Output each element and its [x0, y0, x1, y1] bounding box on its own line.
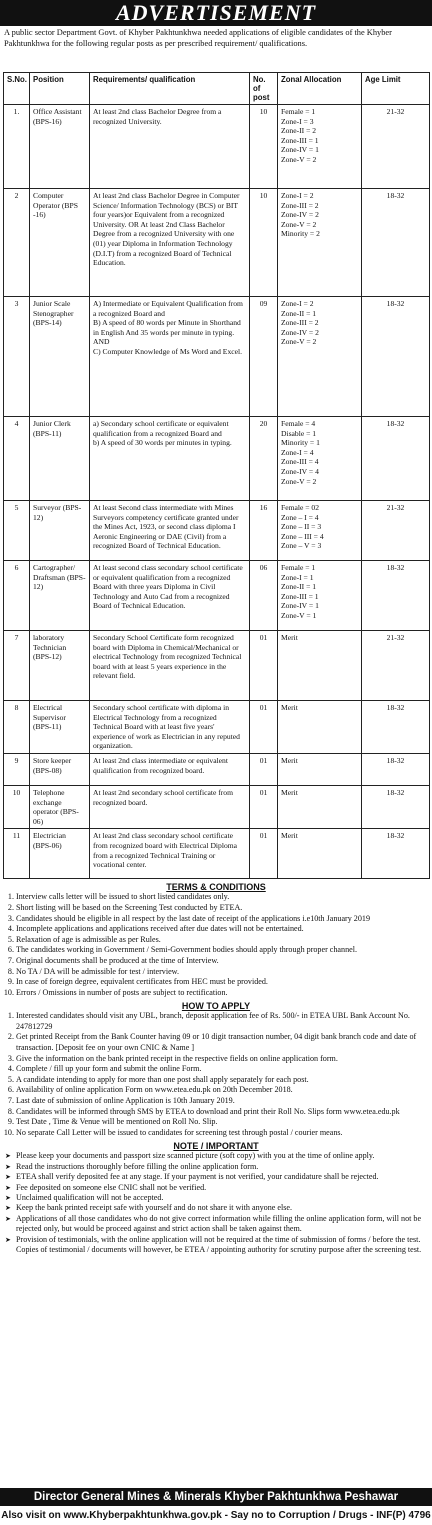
terms-item: 1. Interview calls letter will be issued to short listed candidates only. — [16, 892, 426, 903]
posts-table — [3, 72, 430, 879]
row-no-of-post: 01 — [250, 829, 278, 879]
table-row — [4, 631, 430, 701]
row-zonal-allocation: Merit — [278, 753, 362, 785]
row-requirements: At least second class secondary school certificate or equivalent qualification from a recognized Board with three years Diploma in Civil Technology and Auto Cad from a recognized Board of Technical Education. — [90, 561, 250, 631]
row-age-limit: 18-32 — [362, 189, 430, 297]
terms-item: 7. Original documents shall be produced at the time of Interview. — [16, 956, 426, 967]
how-to-apply-item: 8. Candidates will be informed through SMS by ETEA to download and print their Roll No. Slips form www.etea.edu.pk — [16, 1107, 426, 1118]
row-no-of-post: 20 — [250, 417, 278, 501]
row-age-limit: 18-32 — [362, 701, 430, 754]
how-to-apply-item: 6. Availability of online application Form on www.etea.edu.pk on 20th December 2018. — [16, 1085, 426, 1096]
row-zonal-allocation: Female = 02 Zone – I = 4 Zone – II = 3 Zone – III = 4 Zone – V = 3 — [278, 501, 362, 561]
table-row — [4, 189, 430, 297]
row-no-of-post: 10 — [250, 189, 278, 297]
row-zonal-allocation: Female = 4 Disable = 1 Minority = 1 Zone-I = 4 Zone-III = 4 Zone-IV = 4 Zone-V = 2 — [278, 417, 362, 501]
row-age-limit: 18-32 — [362, 753, 430, 785]
row-zonal-allocation: Zone-I = 2 Zone-II = 1 Zone-III = 2 Zone-IV = 2 Zone-V = 2 — [278, 297, 362, 417]
row-position: Electrical Supervisor (BPS-11) — [30, 701, 90, 754]
row-zonal-allocation: Merit — [278, 631, 362, 701]
note-item: ➤ ETEA shall verify deposited fee at any stage. If your payment is not verified, your candidature shall be rejected. — [16, 1172, 426, 1182]
how-to-apply-item: 1. Interested candidates should visit any UBL, branch, deposit application fee of Rs. 500/- in ETEA UBL Bank Account No. 247812729 — [16, 1011, 426, 1032]
row-age-limit: 21-32 — [362, 631, 430, 701]
table-row — [4, 297, 430, 417]
row-requirements: Secondary school certificate with diploma in Electrical Technology from a recognized Technical Board with at least five years' experience of work as Electrician in any reputed organization. — [90, 701, 250, 754]
terms-item: 10. Errors / Omissions in number of posts are subject to rectification. — [16, 988, 426, 999]
row-requirements: Secondary School Certificate form recognized board with Diploma in Chemical/Mechanical or electrical Technology from recognized Technical board with at least 5 years experience in the relevant field. — [90, 631, 250, 701]
row-position: Junior Clerk (BPS-11) — [30, 417, 90, 501]
terms-list — [0, 892, 432, 998]
how-to-apply-item: 7. Last date of submission of online Application is 10th January 2019. — [16, 1096, 426, 1107]
note-item: ➤ Read the instructions thoroughly before filling the online application form. — [16, 1162, 426, 1172]
row-zonal-allocation: Merit — [278, 785, 362, 828]
row-sno: 11 — [4, 829, 30, 879]
row-zonal-allocation: Merit — [278, 701, 362, 754]
header-zonal-allocation: Zonal Allocation — [278, 73, 362, 105]
table-row — [4, 829, 430, 879]
terms-item: 8. No TA / DA will be admissible for test / interview. — [16, 967, 426, 978]
row-age-limit: 18-32 — [362, 785, 430, 828]
row-requirements: At least 2nd class Bachelor Degree from a recognized University. — [90, 105, 250, 189]
row-age-limit: 21-32 — [362, 105, 430, 189]
table-row — [4, 785, 430, 828]
terms-item: 2. Short listing will be based on the Screening Test conducted by ETEA. — [16, 903, 426, 914]
header-sno: S.No. — [4, 73, 30, 105]
advertisement-banner: ADVERTISEMENT — [0, 0, 432, 26]
footer-website: Also visit on www.Khyberpakhtunkhwa.gov.pk - Say no to Corruption / Drugs - INF(P) 4796 — [1, 1510, 431, 1521]
row-age-limit: 21-32 — [362, 501, 430, 561]
how-to-apply-item: 5. A candidate intending to apply for more than one post shall apply separately for each post. — [16, 1075, 426, 1086]
terms-item: 6. The candidates working in Government / Semi-Government bodies should apply through proper channel. — [16, 945, 426, 956]
row-position: laboratory Technician (BPS-12) — [30, 631, 90, 701]
notes-list — [0, 1151, 432, 1255]
row-no-of-post: 06 — [250, 561, 278, 631]
row-sno: 9 — [4, 753, 30, 785]
row-age-limit: 18-32 — [362, 297, 430, 417]
row-sno: 1. — [4, 105, 30, 189]
row-age-limit: 18-32 — [362, 561, 430, 631]
row-sno: 4 — [4, 417, 30, 501]
table-row — [4, 417, 430, 501]
row-sno: 6 — [4, 561, 30, 631]
row-no-of-post: 09 — [250, 297, 278, 417]
table-row — [4, 701, 430, 754]
note-item: ➤ Provision of testimonials, with the online application will not be required at the time of submission of forms / before the test. Copies of testimonial / documents will however, be ETEA / appointing authority for scrutiny purpose after the screening test. — [16, 1235, 426, 1256]
row-requirements: A) Intermediate or Equivalent Qualification from a recognized Board and B) A speed of 80 words per Minute in Shorthand in English And 35 words per minute in typing. AND C) Computer Knowledge of Ms Word and Excel. — [90, 297, 250, 417]
row-no-of-post: 16 — [250, 501, 278, 561]
terms-heading: TERMS & CONDITIONS — [166, 882, 266, 893]
how-to-apply-item: 4. Complete / fill up your form and submit the online Form. — [16, 1064, 426, 1075]
row-zonal-allocation: Merit — [278, 829, 362, 879]
row-no-of-post: 10 — [250, 105, 278, 189]
row-requirements: a) Secondary school certificate or equivalent qualification from a recognized Board and b) A speed of 30 words per minutes in typing. — [90, 417, 250, 501]
terms-item: 4. Incomplete applications and applications received after due dates will not be entertained. — [16, 924, 426, 935]
how-to-apply-item: 10. No separate Call Letter will be issued to candidates for screening test through postal / courier means. — [16, 1128, 426, 1139]
row-sno: 3 — [4, 297, 30, 417]
header-no-of-post: No. of post — [250, 73, 278, 105]
row-position: Surveyor (BPS-12) — [30, 501, 90, 561]
row-age-limit: 18-32 — [362, 417, 430, 501]
row-zonal-allocation: Female = 1 Zone-I = 3 Zone-II = 2 Zone-III = 1 Zone-IV = 1 Zone-V = 2 — [278, 105, 362, 189]
row-position: Store keeper (BPS-08) — [30, 753, 90, 785]
how-to-apply-item: 9. Test Date , Time & Venue will be mentioned on Roll No. Slip. — [16, 1117, 426, 1128]
note-item: ➤ Keep the bank printed receipt safe with yourself and do not share it with anyone else. — [16, 1203, 426, 1213]
notes-heading: NOTE / IMPORTANT — [173, 1141, 259, 1152]
row-requirements: At least 2nd secondary school certificate from recognized board. — [90, 785, 250, 828]
row-age-limit: 18-32 — [362, 829, 430, 879]
note-item: ➤ Please keep your documents and passport size scanned picture (soft copy) with you at the time of online apply. — [16, 1151, 426, 1161]
row-requirements: At least 2nd class intermediate or equivalent qualification from recognized board. — [90, 753, 250, 785]
row-position: Electrician (BPS-06) — [30, 829, 90, 879]
how-to-apply-item: 2. Get printed Receipt from the Bank Counter having 09 or 10 digit transaction number, 04 digit bank branch code and date of transaction. [Deposit fee on your own CNIC & Name ] — [16, 1032, 426, 1053]
row-sno: 10 — [4, 785, 30, 828]
row-position: Computer Operator (BPS -16) — [30, 189, 90, 297]
header-age-limit: Age Limit — [362, 73, 430, 105]
row-position: Office Assistant (BPS-16) — [30, 105, 90, 189]
row-no-of-post: 01 — [250, 753, 278, 785]
terms-item: 9. In case of foreign degree, equivalent certificates from HEC must be provided. — [16, 977, 426, 988]
row-zonal-allocation: Female = 1 Zone-I = 1 Zone-II = 1 Zone-III = 1 Zone-IV = 1 Zone-V = 1 — [278, 561, 362, 631]
row-sno: 5 — [4, 501, 30, 561]
row-position: Junior Scale Stenographer (BPS-14) — [30, 297, 90, 417]
terms-item: 5. Relaxation of age is admissible as per Rules. — [16, 935, 426, 946]
how-to-apply-heading: HOW TO APPLY — [181, 1001, 251, 1012]
footer-issuer: Director General Mines & Minerals Khyber Pakhtunkhwa Peshawar — [0, 1488, 432, 1506]
header-position: Position — [30, 73, 90, 105]
row-no-of-post: 01 — [250, 701, 278, 754]
table-row — [4, 105, 430, 189]
note-item: ➤ Applications of all those candidates who do not give correct information while filling the online application form, will not be rejected only, but would be proceed against and strict action shall be taken against them. — [16, 1214, 426, 1235]
row-requirements: At least Second class intermediate with Mines Surveyors competency certificate granted under the Mines Act, 1923, or second class diploma I Aeronic Engineering or DAE (Civil) from a recognized Board of Technical Education. — [90, 501, 250, 561]
row-sno: 7 — [4, 631, 30, 701]
row-position: Telephone exchange operator (BPS-06) — [30, 785, 90, 828]
row-no-of-post: 01 — [250, 785, 278, 828]
terms-item: 3. Candidates should be eligible in all respect by the last date of receipt of the applications i.e10th January 2019 — [16, 914, 426, 925]
table-row — [4, 753, 430, 785]
row-sno: 8 — [4, 701, 30, 754]
row-position: Cartographer/ Draftsman (BPS-12) — [30, 561, 90, 631]
table-row — [4, 501, 430, 561]
row-zonal-allocation: Zone-I = 2 Zone-III = 2 Zone-IV = 2 Zone-V = 2 Minority = 2 — [278, 189, 362, 297]
row-requirements: At least 2nd class secondary school certificate from recognized board with Electrical Diploma from a recognized Technical Training or vocational center. — [90, 829, 250, 879]
how-to-apply-item: 3. Give the information on the bank printed receipt in the respective fields on online application form. — [16, 1054, 426, 1065]
note-item: ➤ Unclaimed qualification will not be accepted. — [16, 1193, 426, 1203]
table-header-row — [4, 73, 430, 105]
table-row — [4, 561, 430, 631]
row-sno: 2 — [4, 189, 30, 297]
how-to-apply-list — [0, 1011, 432, 1138]
note-item: ➤ Fee deposited on someone else CNIC shall not be verified. — [16, 1183, 426, 1193]
row-requirements: At least 2nd class Bachelor Degree in Computer Science/ Information Technology (BCS) or BIT four years)or Equivalent from a recognized University. OR At least 2nd Class Bachelor Degree from a recognized University with one (01) year Diploma in Information Technology (D.I.T) from a recognized Board of Technical Education. — [90, 189, 250, 297]
row-no-of-post: 01 — [250, 631, 278, 701]
header-requirements: Requirements/ qualification — [90, 73, 250, 105]
intro-text: A public sector Department Govt. of Khyber Pakhtunkhwa needed applications of eligible candidates of the Khyber Pakhtunkhwa for the following regular posts as per prescribed requirement/ qualifications. — [4, 28, 392, 48]
